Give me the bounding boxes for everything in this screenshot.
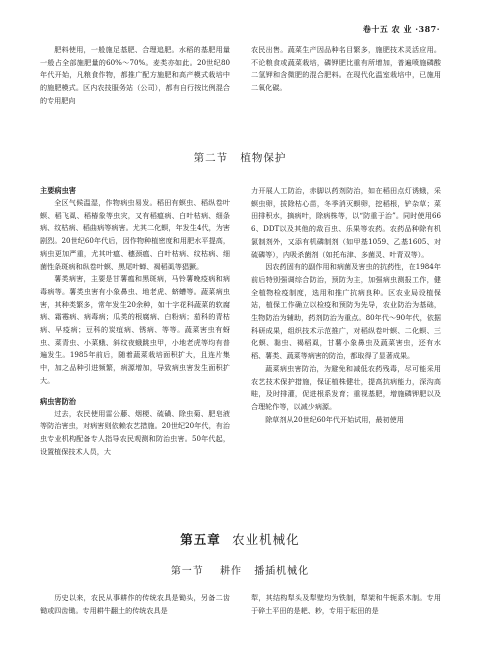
top-left-paragraph: 肥料使用，一般施足基肥、合理追肥。水稻的基肥用量一般占全部施肥量的60%～70%。麦类亦如此。20世纪80年代开始，凡粮食作物，都推广配方施肥和高产模式栽培中的施肥模式。区内农技服务站（公司），都有自行按比例混合的专用肥向 [40,45,230,105]
section-title-mechanization [0,562,480,577]
section-heading: 植物保护 [240,152,287,164]
body-right-column [251,185,441,426]
bottom-right-paragraph: 犁，其结构犁头及犁壁均为铁制，犁架和牛轭系木制。专用于碎土平田的是耙、耖，专用于耘田的是 [251,593,441,615]
section-heading-part-a: 耕作 [220,566,242,577]
chapter-heading: 农业机械化 [232,532,300,547]
chapter-title [0,530,480,548]
paragraph-integrated-control: 因农药固有的副作用和病菌及害虫的抗药性，在1984年前后特别强调综合防治，预防为主，加强病虫测报工作，健全植物检疫制度，选用和推广抗病良种。区农业局设植保站，植保工作确立以检疫和预防为先导，农业防治为基础，生物防治为辅助，药剂防治为重点。80年代～90年代，依据科研成果，组织技术示范推广，对稻纵卷叶螟、二化螟、三化螟、黏虫、褐稻虱，甘薯小象鼻虫及蔬菜害虫，还有水稻、薯类、蔬菜等病害的防治，都取得了显著成果。 [251,262,441,361]
subhead-pests: 主要病虫害 [40,186,76,195]
chapter-number: 第五章 [180,532,221,547]
bottom-left-column [40,592,230,617]
section-number: 第一节 [170,566,204,577]
running-header: 卷十五 农 业 ·387· [362,24,440,34]
section-title-plant-protection [0,150,480,165]
section-heading-part-b: 播插机械化 [254,566,310,577]
section-number: 第二节 [193,152,229,164]
paragraph-pests-rice: 全区气候温湿，作物病虫易发。稻田有螟虫、稻纵卷叶螟、稻飞虱、稻椿象等虫灾，又有稻瘟病、白叶枯病、细条病、纹枯病、稻曲病等病害。尤其二化螟，年发生4代，为害剧烈。20世纪60年代后，因作物种植密度和用肥水平提高，病虫更加严重，尤其叶瘟、穗颈瘟、白叶枯病、纹枯病、细菌性条斑病和纵卷叶螟、黑尾叶蝉、褐稻虱等猖獗。 [40,198,230,271]
subhead-control: 病虫害防治 [40,396,76,406]
top-right-column [251,44,441,95]
bottom-left-paragraph: 历史以来，农民从事耕作的传统农具是锄头，另备二齿锄或四齿锄。专用耕牛翻土的传统农具是 [40,593,230,615]
paragraph-control-methods: 力开展人工防治，赤脚以药剂防治，如在稻田点灯诱蛾，采螟虫卵，拔除枯心苗，冬季消灭螟卵，挖稻根，铲杂草；菜田排积水，摘病叶，除病株等，以“防重于治”。同时使用666、DDT以及其他的敌百虫、乐果等农药。农药品种除有机氯制剂外，又添有机磷制剂（如甲基1059、乙基1605、对硫磷等），内吸杀菌剂（如托布津、多菌灵、叶青双等）。 [251,186,441,259]
paragraph-pests-vegetables: 薯类病害，主要是甘薯瘟和黑斑病，马铃薯晚疫病和病毒病等。薯类虫害有小象鼻虫、地老虎、蛴螬等。蔬菜病虫害，其种类繁多，常年发生20余种，如十字花科蔬菜的软腐病、霜霉病、病毒病；瓜类的根腐病、白粉病；茄科的青枯病、早疫病；豆科的炭疽病、锈病、等等。蔬菜害虫有蚜虫、菜青虫、小菜蛾、斜纹夜蛾跳虫甲，小地老虎等均有普遍发生。1985年前后，随着蔬菜栽培面积扩大，且连片集中，加之品种引进频繁，病源增加，导致病虫害发生面积扩大。 [40,274,230,385]
paragraph-control-history: 过去，农民使用雷公藤、烟梗、硫磺、除虫菊、肥皂液等防治害虫，对病害则依赖农艺措施。20世纪20年代，有治虫专业机构配备专人指导农民观测和防治虫害。50年代起，设置植保技术人员，大 [40,408,230,456]
paragraph-vegetable-control: 蔬菜病虫害防治，为避免和减低农药残毒，尽可能采用农艺技术保护措施，保证植株健壮，提高抗病能力，深沟高畦，及时排灌，促进根系发育；重视基肥，增施磷钾肥以及合理轮作等，以减少病源。 [251,363,441,411]
bottom-right-column [251,592,441,617]
paragraph-herbicide: 除草剂从20世纪60年代开始试用，最初使用 [265,414,404,424]
body-left-column [40,185,230,458]
top-right-paragraph: 农民出售。蔬菜生产因品种名目繁多，施肥技术灵活应用。不论粮食或蔬菜栽培，磷钾肥比重有所增加，普遍喷施磷酸二氢钾和含微肥的混合肥料。在现代化温室栽培中，已施用二氧化碳。 [251,45,441,93]
top-left-column [40,44,230,108]
